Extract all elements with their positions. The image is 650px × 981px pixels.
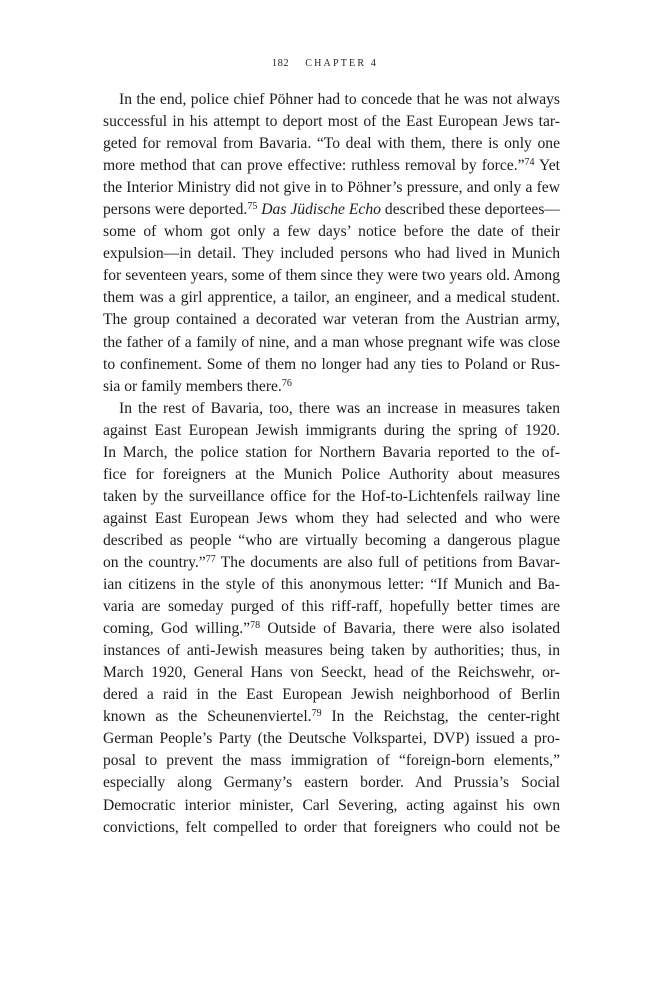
text-line: The group contained a decorated war veteran from the Austrian army, <box>103 311 560 329</box>
text-line <box>103 155 560 177</box>
text-line: convictions, felt compelled to order that foreigners who could not be <box>103 818 560 836</box>
running-head <box>0 58 650 69</box>
text-line: In the end, police chief Pöhner had to concede that he was not always <box>119 91 560 108</box>
text-line: dered a raid in the East European Jewish neighborhood of Berlin <box>103 686 560 704</box>
text-line: described as people “who are virtually becoming a dangerous plague <box>103 531 560 549</box>
text-line: the Interior Ministry did not give in to Pöhner’s pressure, and only a few <box>103 179 560 197</box>
text-line: In the rest of Bavaria, too, there was an increase in measures taken <box>119 399 560 417</box>
text-line: taken by the surveillance office for the Hof-to-Lichtenfels railway line <box>103 487 560 505</box>
text-line: the father of a family of nine, and a man whose pregnant wife was close <box>103 333 560 351</box>
text-line: In March, the police station for Northern Bavaria reported to the of- <box>103 443 560 461</box>
footnote-ref: 76 <box>281 377 292 389</box>
text-line: German People’s Party (the Deutsche Volkspartei, DVP) issued a pro- <box>103 730 560 748</box>
text-line: varia are someday purged of this riff-raff, hopefully better times are <box>103 598 560 616</box>
text-run: sia or family members there. <box>103 377 282 395</box>
text-run: Outside of Bavaria, there were also isolated <box>260 620 560 638</box>
footnote-ref: 79 <box>311 708 322 720</box>
italic-title: Das Jüdische Echo <box>257 201 381 219</box>
paragraph-1 <box>103 89 560 398</box>
text-run: described these deportees— <box>380 201 560 219</box>
text-run: Yet <box>534 157 560 175</box>
text-line: fice for foreigners at the Munich Police Authority about measures <box>103 465 560 483</box>
text-run: The documents are also full of petitions from Bavar- <box>215 553 560 571</box>
text-line <box>103 376 560 398</box>
text-run: on the country.” <box>103 553 206 571</box>
footnote-ref: 78 <box>250 620 261 632</box>
text-run: more method that can prove effective: ruthless removal by force.” <box>103 157 525 175</box>
text-line: successful in his attempt to deport most of the East European Jews tar- <box>103 113 560 131</box>
text-line <box>103 618 560 640</box>
body-text <box>103 89 560 839</box>
text-run: known as the Scheunenviertel. <box>103 708 312 726</box>
text-line: instances of anti-Jewish measures being taken by authorities; thus, in <box>103 642 560 660</box>
text-run: coming, God willing.” <box>103 620 251 638</box>
footnote-ref: 74 <box>524 157 535 169</box>
text-line: against East European Jews whom they had selected and who were <box>103 509 560 527</box>
chapter-title: CHAPTER 4 <box>305 58 379 69</box>
footnote-ref: 77 <box>205 553 216 565</box>
text-line <box>103 199 560 221</box>
text-line: against East European Jewish immigrants during the spring of 1920. <box>103 421 560 439</box>
text-line: geted for removal from Bavaria. “To deal with them, there is only one <box>103 135 560 153</box>
text-line: especially along Germany’s eastern border. And Prussia’s Social <box>103 774 560 792</box>
text-line <box>103 552 560 574</box>
text-line: to confinement. Some of them no longer had any ties to Poland or Rus- <box>103 355 560 373</box>
text-line: posal to prevent the mass immigration of “foreign-born elements,” <box>103 752 560 770</box>
text-run: In the Reichstag, the center-right <box>321 708 560 726</box>
text-line: Democratic interior minister, Carl Severing, acting against his own <box>103 796 560 814</box>
text-line: some of whom got only a few days’ notice before the date of their <box>103 223 560 241</box>
text-line: them was a girl apprentice, a tailor, an engineer, and a medical student. <box>103 289 560 307</box>
text-line: ian citizens in the style of this anonymous letter: “If Munich and Ba- <box>103 576 560 594</box>
text-run: persons were deported. <box>103 201 248 219</box>
text-line <box>103 706 560 728</box>
text-line: for seventeen years, some of them since they were two years old. Among <box>103 267 560 285</box>
page-number: 182 <box>271 58 290 69</box>
text-line: expulsion—in detail. They included persons who had lived in Munich <box>103 245 560 263</box>
footnote-ref: 75 <box>247 201 258 213</box>
text-line: March 1920, General Hans von Seeckt, head of the Reichswehr, or- <box>103 664 560 682</box>
paragraph-2 <box>103 398 560 839</box>
